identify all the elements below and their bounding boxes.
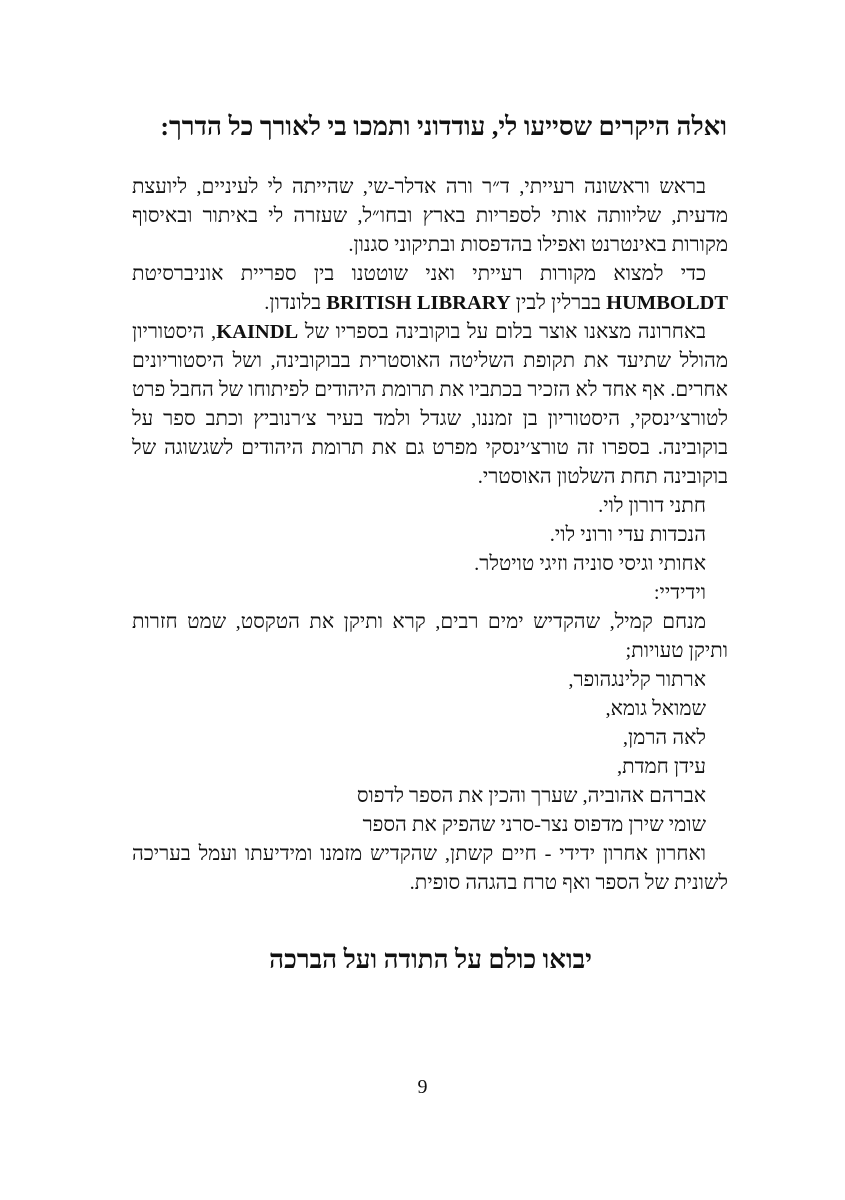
thanks-line: מנחם קמיל, שהקדיש ימים רבים, קרא ותיקן את הטקסט, שמט חזרות ותיקן טעויות; [132,611,728,662]
thanks-line: ואחרון אחרון ידידי - חיים קשתן, שהקדיש מזמנו ומידיעתו ועמל בעריכה לשונית של הספר ואף טרח בהגהה סופית. [132,843,728,894]
thanks-line: הנכדות עדי ורוני לוי. [549,524,706,546]
page-number: 9 [417,1076,428,1098]
paragraph-historians-rest: , היסטוריון מהולל שתיעד את תקופת השליטה האוסטרית בבוקובינה, ושל היסטוריונים אחרים. אף אחד לא הזכיר בכתביו את תרומת היהודים לפיתוחו של החבל פרט לטורצ׳ינסקי, היסטוריון בן זמננו, שגדל ולמד בעיר צ׳רנוביץ וכתב ספר על בוקובינה. בספרו זה טורצ׳ינסקי מפרט גם את תרומת היהודים לשגשוגה של בוקובינה תחת השלטון האוסטרי. [132,321,728,488]
thanks-line: חתני דורון לוי. [598,495,706,517]
thanks-line: לאה הרמן, [622,727,706,749]
acknowledgements-body [132,173,728,898]
british-library-name: BRITISH LIBRARY [326,292,511,314]
thanks-line: וידידיי: [653,582,706,604]
paragraph-wife: בראש וראשונה רעייתי, ד״ר ורה אדלר-שי, שהייתה לי לעיניים, ליועצת מדעית, שליוותה אותי לספריות בארץ ובחו״ל, שעזרה לי באיתור ובאיסוף מקורות באינטרנט ואפילו בהדפסות ובתיקוני סגנון. [132,176,728,256]
paragraph-libraries-start: כדי למצוא מקורות רעייתי ואני שוטטנו בין ספריית אוניברסיטת [132,263,706,285]
closing-blessing: יבואו כולם על התודה ועל הברכה [269,945,592,974]
thanks-line: שמואל גומא, [605,698,706,720]
kaindl-name: KAINDL [216,321,299,343]
thanks-line: ארתור קלינגהופר, [568,669,706,691]
paragraph-libraries-mid: בברלין לבין [515,292,601,314]
paragraph-libraries [132,260,728,318]
paragraph-historians [132,318,728,492]
humboldt-university-name: HUMBOLDT [606,292,728,314]
thanks-line: אחותי וגיסי סוניה וזיגי טויטלר. [474,553,706,575]
thanks-line: שומי שירן מדפוס נצר-סרני שהפיק את הספר [362,814,706,836]
thanks-line: עידן חמדת, [617,756,706,778]
acknowledgements-heading: ואלה היקרים שסייעו לי, עודדוני ותמכו בי לאורך כל הדרך: [160,112,727,141]
paragraph-historians-start: באחרונה מצאנו אוצר בלום על בוקובינה בספריו של [304,321,707,343]
thanks-line: אברהם אהוביה, שערך והכין את הספר לדפוס [356,785,706,807]
paragraph-libraries-end: בלונדון. [264,292,322,314]
